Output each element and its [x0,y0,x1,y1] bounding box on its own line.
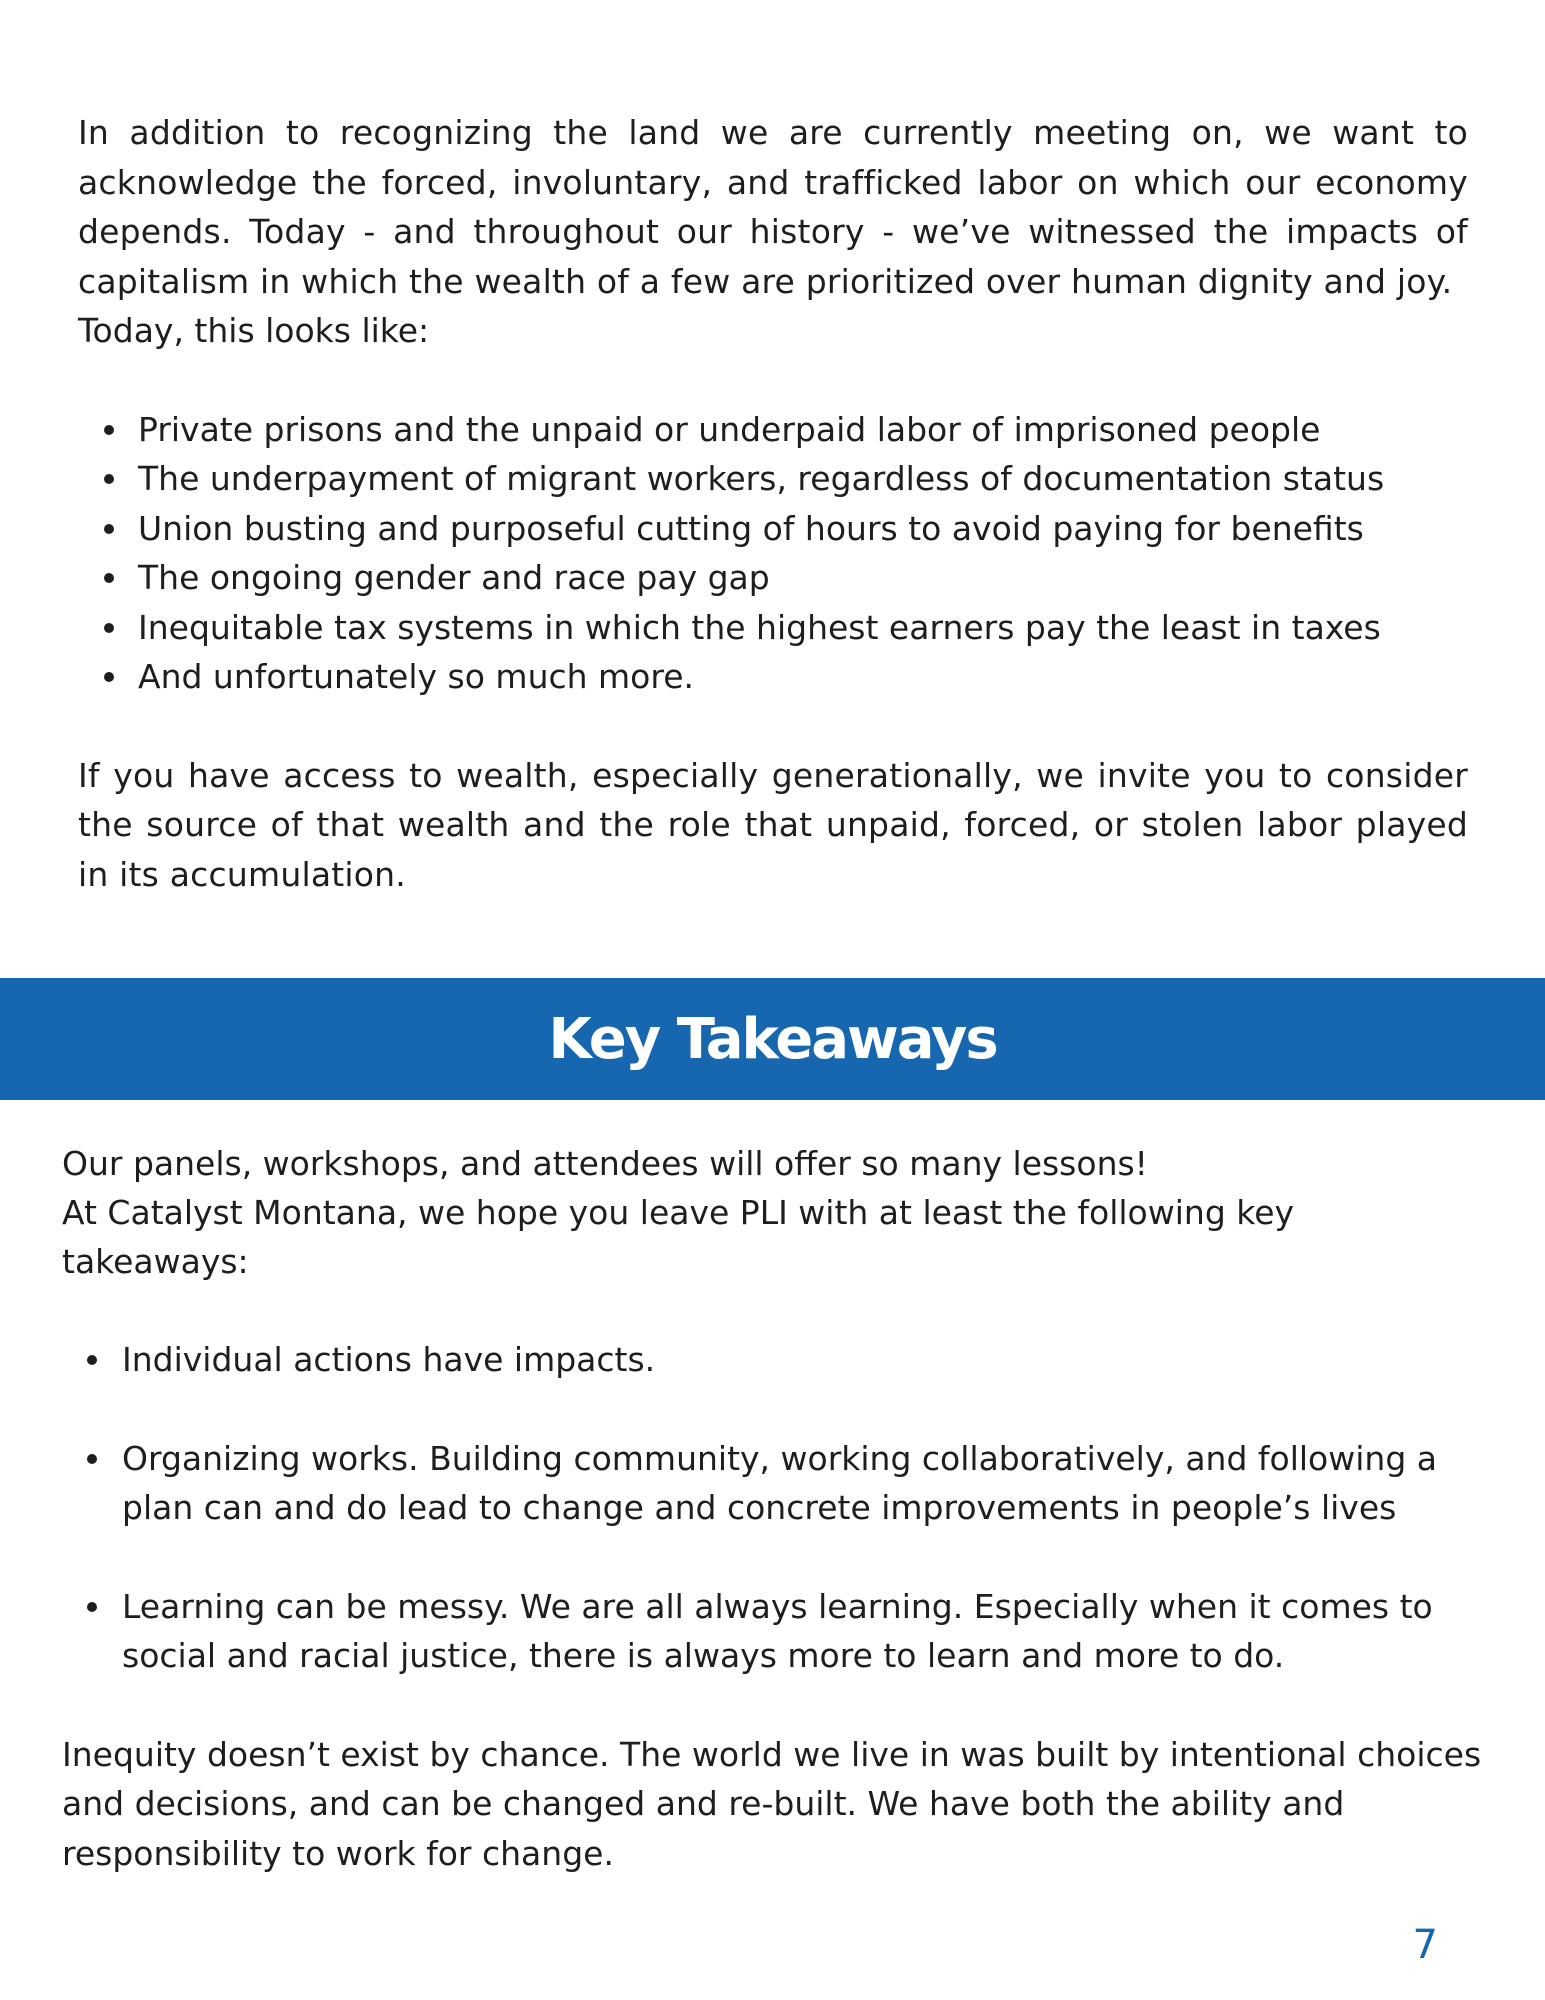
key-takeaways-banner [0,978,1545,1100]
bullet-icon [87,1355,97,1365]
list-item [78,454,1468,504]
bullet-icon [87,1602,97,1612]
bullet-icon [104,474,114,484]
list-item [78,405,1468,455]
list-item-text: Union busting and purposeful cutting of hours to avoid paying for benefits [138,508,1364,548]
list-item [62,1335,1487,1385]
list-item-text: Organizing works. Building community, working collaboratively, and following a plan can and do lead to change and concrete improvements in people’s lives [122,1438,1437,1527]
bullet-icon [87,1454,97,1464]
list-item [62,1434,1487,1533]
page-number: 7 [1412,1922,1438,1968]
list-item [78,652,1468,702]
bullet-icon [104,623,114,633]
section-title: Key Takeaways [548,1006,997,1072]
list-item [78,504,1468,554]
list-item [78,553,1468,603]
wealth-paragraph: If you have access to wealth, especially generationally, we invite you to consider the source of that wealth and the role that unpaid, forced, or stolen labor played in its accumulation. [78,755,1468,894]
list-item-text: Inequitable tax systems in which the highest earners pay the least in taxes [138,607,1381,647]
list-item-text: Private prisons and the unpaid or underpaid labor of imprisoned people [138,409,1321,449]
labor-issues-list [78,405,1468,702]
list-item-text: The ongoing gender and race pay gap [138,558,770,597]
bullet-icon [104,672,114,682]
list-item-text: The underpayment of migrant workers, regardless of documentation status [138,459,1385,498]
takeaways-section [62,1139,1487,1878]
closing-paragraph: Inequity doesn’t exist by chance. The world we live in was built by intentional choices and decisions, and can be changed and re-built. We have both the ability and responsibility to work for change. [62,1734,1482,1873]
list-item [62,1582,1487,1681]
takeaways-list [62,1335,1487,1681]
bullet-icon [104,524,114,534]
list-item-text: Learning can be messy. We are all always learning. Especially when it comes to social and racial justice, there is always more to learn and more to do. [122,1586,1433,1675]
takeaways-intro-line-2: At Catalyst Montana, we hope you leave PLI with at least the following key takeaways: [62,1193,1295,1281]
list-item-text: Individual actions have impacts. [122,1340,656,1379]
takeaways-intro-line-1: Our panels, workshops, and attendees will offer so many lessons! [62,1144,1148,1183]
list-item-text: And unfortunately so much more. [138,657,695,696]
intro-paragraph: In addition to recognizing the land we are currently meeting on, we want to acknowledge the forced, involuntary, and trafficked labor on which our economy depends. Today - and throughout our history - we’ve witnessed the impacts of capitalism in which the wealth of a few are prioritized over human dignity and joy. [78,113,1468,301]
bullet-icon [104,425,114,435]
intro-section [78,108,1468,899]
bullet-icon [104,573,114,583]
list-item [78,603,1468,653]
intro-lead: Today, this looks like: [78,311,430,350]
